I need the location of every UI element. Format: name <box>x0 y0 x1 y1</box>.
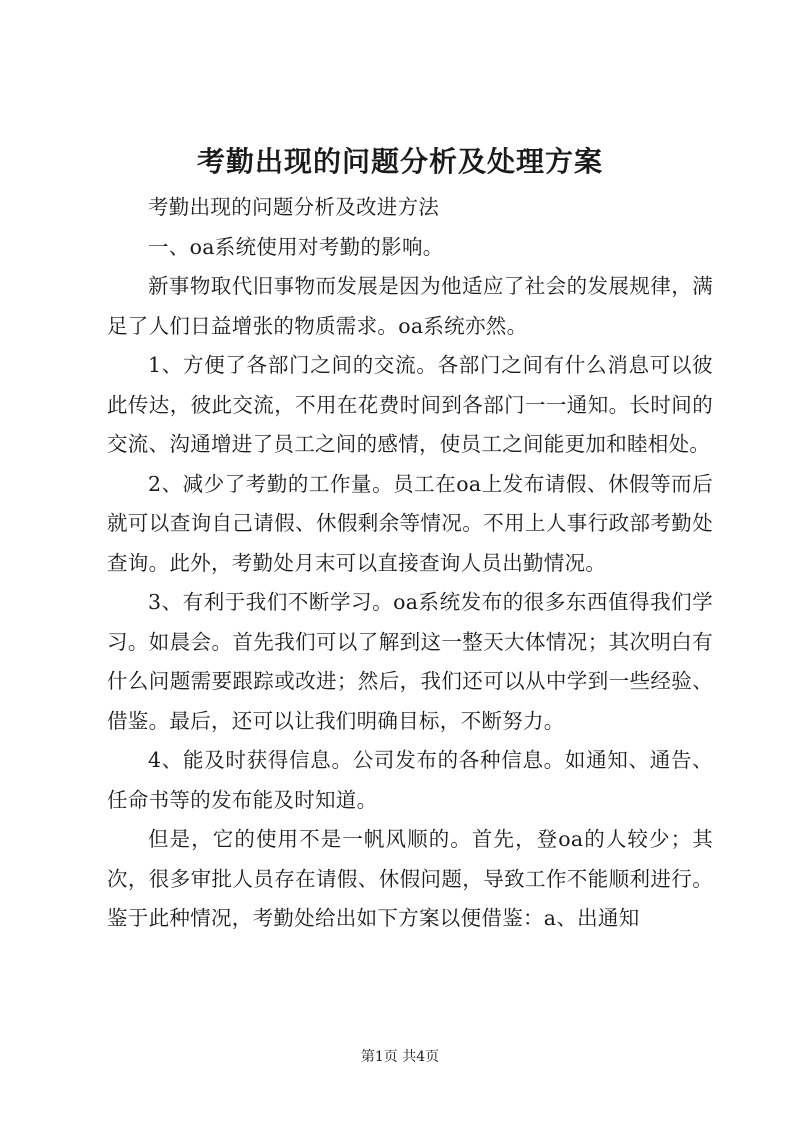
document-title: 考勤出现的问题分析及处理方案 <box>196 145 603 178</box>
paragraph-however: 但是，它的使用不是一帆风顺的。首先，登oa的人较少；其次，很多审批人员存在请假、休假问题，导致工作不能顺利进行。鉴于此种情况，考勤处给出如下方案以便借鉴：a、出通知 <box>107 827 713 930</box>
paragraph-section-heading: 一、oa系统使用对考勤的影响。 <box>148 234 444 259</box>
paragraph-subtitle: 考勤出现的问题分析及改进方法 <box>148 195 440 219</box>
page-number-footer: 第1页 共4页 <box>360 1049 440 1065</box>
paragraph-point-4: 4、能及时获得信息。公司发布的各种信息。如通知、通告、任命书等的发布能及时知道。 <box>107 748 713 812</box>
paragraph-point-2: 2、减少了考勤的工作量。员工在oa上发布请假、休假等而后就可以查询自己请假、休假剩余等情况。不用上人事行政部考勤处查询。此外，考勤处月末可以直接查询人员出勤情况。 <box>107 471 713 575</box>
paragraph-point-3: 3、有利于我们不断学习。oa系统发布的很多东西值得我们学习。如晨会。首先我们可以了解到这一整天大体情况；其次明白有什么问题需要跟踪或改进；然后，我们还可以从中学到一些经验、借鉴。最后，还可以让我们明确目标，不断努力。 <box>107 590 713 733</box>
paragraph-point-1: 1、方便了各部门之间的交流。各部门之间有什么消息可以彼此传达，彼此交流，不用在花费时间到各部门一一通知。长时间的交流、沟通增进了员工之间的感情，使员工之间能更加和睦相处。 <box>107 353 713 456</box>
document-body <box>107 188 713 939</box>
paragraph-intro: 新事物取代旧事物而发展是因为他适应了社会的发展规律，满足了人们日益增张的物质需求。oa系统亦然。 <box>107 274 713 338</box>
